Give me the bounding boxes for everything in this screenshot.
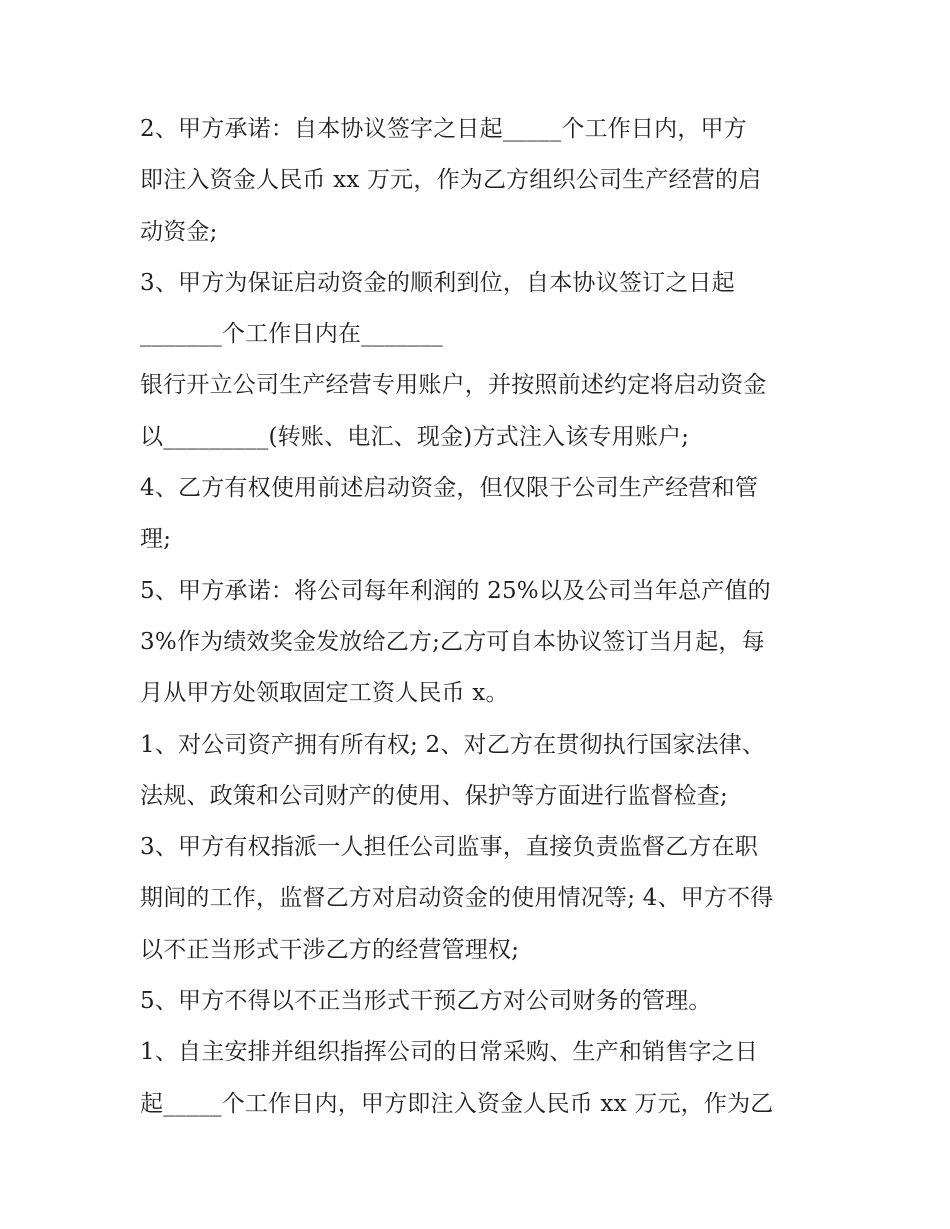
- text-line: _______个工作日内在_______: [140, 321, 443, 348]
- text-line: 3、甲方为保证启动资金的顺利到位，自本协议签订之日起: [140, 269, 735, 296]
- text-line: 即注入资金人民币 xx 万元，作为乙方组织公司生产经营的启: [140, 167, 762, 194]
- document-body: [140, 104, 830, 1130]
- text-line: 2、甲方承诺：自本协议签字之日起_____个工作日内，甲方: [140, 116, 747, 142]
- text-line: 理;: [140, 526, 172, 553]
- text-line: 3%作为绩效奖金发放给乙方;乙方可自本协议签订当月起，每: [140, 628, 765, 655]
- text-line: 3、甲方有权指派一人担任公司监事，直接负责监督乙方在职: [140, 834, 759, 861]
- text-line: 银行开立公司生产经营专用账户，并按照前述约定将启动资金: [140, 372, 767, 399]
- text-line: 以不正当形式干涉乙方的经营管理权;: [140, 936, 520, 963]
- text-line: 4、乙方有权使用前述启动资金，但仅限于公司生产经营和管: [140, 475, 759, 502]
- text-line: 动资金;: [140, 218, 218, 245]
- text-line: 5、甲方承诺：将公司每年利润的 25%以及公司当年总产值的: [140, 577, 771, 604]
- text-line: 月从甲方处领取固定工资人民币 x。: [140, 680, 509, 707]
- text-line: 期间的工作，监督乙方对启动资金的使用情况等; 4、甲方不得: [140, 885, 774, 912]
- text-line: 1、对公司资产拥有所有权; 2、对乙方在贯彻执行国家法律、: [140, 731, 766, 758]
- text-line: 以_________(转账、电汇、现金)方式注入该专用账户;: [140, 423, 690, 450]
- text-line: 5、甲方不得以不正当形式干预乙方对公司财务的管理。: [140, 988, 712, 1015]
- text-line: 法规、政策和公司财产的使用、保护等方面进行监督检查;: [140, 782, 728, 809]
- text-line: 起_____个工作日内，甲方即注入资金人民币 xx 万元，作为乙: [140, 1090, 774, 1117]
- text-line: 1、自主安排并组织指挥公司的日常采购、生产和销售字之日: [140, 1039, 759, 1066]
